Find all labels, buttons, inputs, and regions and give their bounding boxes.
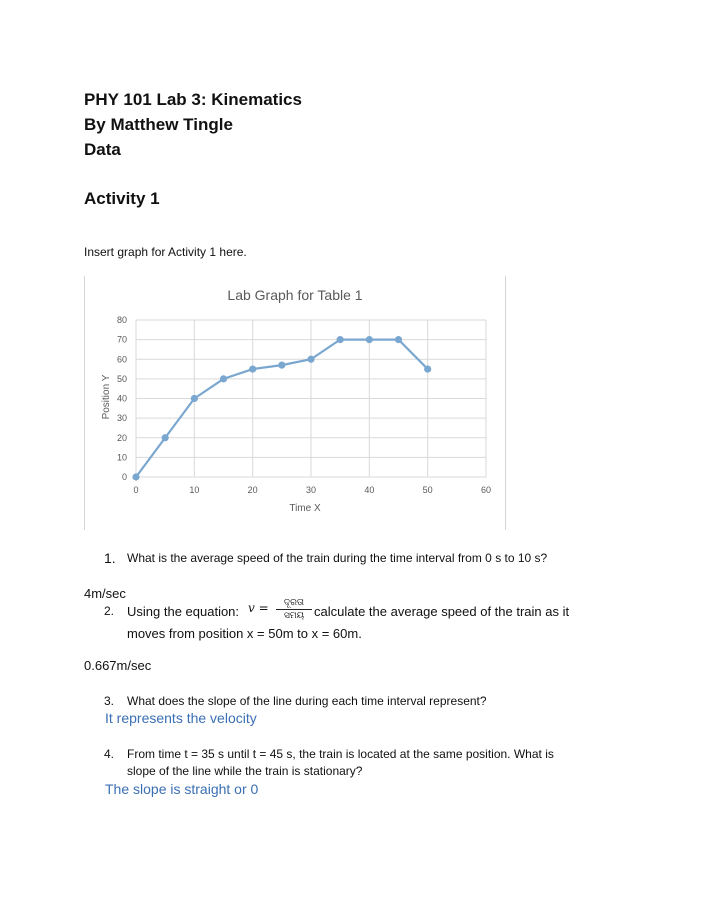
q2-equation-fraction (276, 597, 312, 621)
q4-answer: The slope is straight or 0 (105, 781, 259, 797)
x-tick-label: 50 (422, 485, 433, 495)
chart-title: Lab Graph for Table 1 (227, 287, 363, 303)
y-tick-label: 80 (116, 315, 127, 325)
data-point (366, 336, 373, 343)
y-tick-label: 10 (116, 452, 127, 463)
q1-answer: 4m/sec (84, 586, 126, 601)
insert-graph-note: Insert graph for Activity 1 here. (84, 245, 247, 259)
section-heading: Data (84, 140, 121, 159)
y-tick-label: 40 (116, 393, 127, 404)
y-tick-label: 20 (116, 432, 127, 443)
q4-number: 4. (104, 747, 115, 761)
q4-text-b: slope of the line while the train is stationary? (127, 764, 363, 778)
q3-answer: It represents the velocity (105, 710, 257, 726)
q2-text-b: calculate the average speed of the train as it (314, 604, 570, 619)
q2-text-c: moves from position x = 50m to x = 60m. (127, 626, 362, 641)
data-point (220, 375, 227, 382)
x-tick-label: 60 (480, 485, 492, 495)
chart-container (84, 276, 506, 530)
lab-graph-chart (84, 276, 506, 530)
series-line (136, 340, 428, 477)
data-point (337, 336, 344, 343)
x-tick-label: 20 (247, 485, 258, 495)
data-point (162, 434, 169, 441)
author-line: By Matthew Tingle (84, 115, 233, 134)
y-tick-label: 30 (116, 413, 127, 424)
q2-text-a: Using the equation: (127, 604, 240, 619)
data-point (307, 356, 314, 363)
data-point (132, 473, 139, 480)
y-tick-label: 50 (116, 373, 127, 384)
x-axis-label: Time X (289, 503, 321, 514)
q2-equation-numerator: ଦୂରତା (276, 597, 312, 610)
q2-equation-denominator: ସମୟ (283, 610, 305, 620)
x-tick-label: 40 (364, 485, 375, 495)
x-tick-label: 30 (305, 485, 317, 495)
q3-text: What does the slope of the line during each time interval represent? (127, 694, 487, 708)
activity-heading: Activity 1 (84, 189, 160, 208)
q2-number: 2. (104, 604, 115, 618)
x-tick-label: 0 (133, 485, 139, 495)
data-point (278, 362, 285, 369)
data-point (249, 365, 256, 372)
q3-number: 3. (104, 694, 115, 708)
q1-number: 1. (104, 550, 116, 566)
x-tick-label: 10 (189, 485, 200, 495)
data-point (424, 365, 431, 372)
y-tick-label: 0 (121, 472, 127, 482)
document-title: PHY 101 Lab 3: Kinematics (84, 90, 302, 109)
q1-text: What is the average speed of the train during the time interval from 0 s to 10 s? (127, 551, 548, 565)
y-tick-label: 70 (116, 334, 127, 345)
y-tick-label: 60 (116, 354, 127, 365)
q4-text-a: From time t = 35 s until t = 45 s, the train is located at the same position. What is (127, 747, 554, 761)
data-point (191, 395, 198, 402)
data-point (395, 336, 402, 343)
q2-equation-variable: v = (248, 601, 269, 615)
q2-answer: 0.667m/sec (84, 658, 152, 673)
y-axis-label: Position Y (101, 374, 112, 420)
